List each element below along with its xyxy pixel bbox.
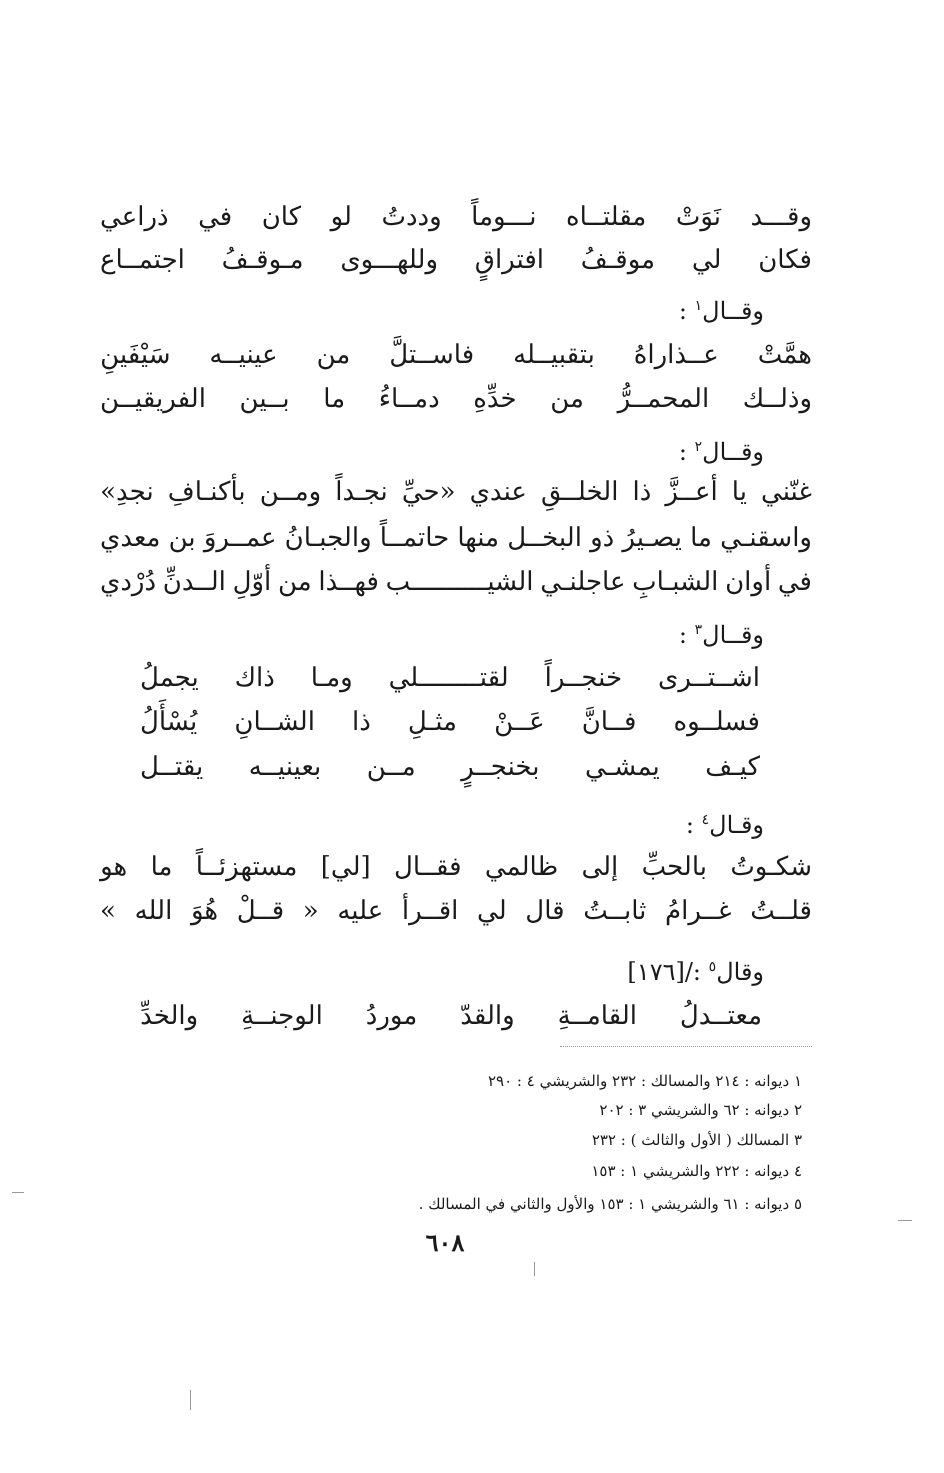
verse-word: يُسْأَلُ <box>140 707 198 737</box>
verse-word: ذاك <box>234 663 275 693</box>
verse-line <box>100 335 812 375</box>
poem-intro: وقــال$^٣$ : <box>678 621 764 649</box>
verse-word: كان <box>261 202 302 232</box>
verse-line <box>140 747 760 787</box>
footnote-ref: ١ <box>694 298 703 314</box>
footnote-line: ٤ ديوانه : ٢٢٢ والشريشي ١ : ١٥٣ <box>591 1162 802 1180</box>
intro-word: وقــال <box>702 297 764 325</box>
verse-word: عــذاراهُ <box>633 340 719 370</box>
verse-word: أوان <box>725 567 772 597</box>
verse-word: نـــوماً <box>471 202 537 232</box>
verse-word: حاتمــاً <box>379 523 450 553</box>
verse-word: ظالمي <box>484 852 559 882</box>
verse-word: الــدنِّ <box>162 567 226 597</box>
verse-word: بتقبيــله <box>513 340 595 370</box>
verse-word: عَــنْ <box>494 707 545 737</box>
verse-word: والقدّ <box>460 1001 515 1031</box>
scan-mark <box>898 1220 912 1221</box>
intro-word: وقال <box>716 958 764 986</box>
verse-word: ما <box>323 384 346 414</box>
verse-word: لي <box>691 245 722 275</box>
verse-word: من <box>316 340 351 370</box>
verse-word: يصـيرُ <box>622 523 682 553</box>
verse-word: ومــن <box>259 477 322 507</box>
verse-word: اجتمــاع <box>100 245 185 275</box>
verse-word: عندي <box>469 477 527 507</box>
verse-word: من <box>277 567 312 597</box>
verse-word: ومـا <box>310 663 353 693</box>
verse-word: « <box>302 896 319 926</box>
verse-word: دُرْدي <box>100 567 157 597</box>
verse-word: وقـــد <box>750 202 812 232</box>
verse-word: الشــانِ <box>234 707 315 737</box>
verse-word: بن <box>168 523 196 553</box>
scan-mark <box>534 1262 535 1276</box>
verse-word: قال <box>525 896 565 926</box>
verse-word: والجبـانُ <box>284 523 372 553</box>
verse-word: همَّتْ <box>757 340 812 370</box>
verse-word: وللهـــوى <box>340 245 439 275</box>
verse-line <box>100 518 812 558</box>
verse-line <box>140 996 762 1036</box>
verse-word: المحمــرُّ <box>617 384 710 414</box>
verse-word: الشيــــــــــب <box>385 567 534 597</box>
verse-word: الشبـابِ <box>632 567 719 597</box>
verse-word: عليه <box>337 896 384 926</box>
footnote-divider <box>560 1046 812 1047</box>
verse-word: واسقنـي <box>720 523 812 553</box>
verse-word: ما <box>690 523 712 553</box>
verse-word: مـوقـفُ <box>221 245 304 275</box>
verse-word: معتــدلُ <box>679 1001 762 1031</box>
verse-word: » <box>100 896 116 926</box>
footnote-ref: ٣ <box>694 622 703 638</box>
footnote-ref: ٥ <box>708 959 717 975</box>
verse-word: الفريقيــن <box>100 384 206 414</box>
verse-word: ذا <box>632 477 652 507</box>
verse-word: موردُ <box>365 1001 418 1031</box>
verse-word: منها <box>457 523 500 553</box>
verse-word: بأكنـافِ <box>167 477 246 507</box>
verse-word: مستهزئــاً <box>195 852 298 882</box>
verse-word: بعينيــه <box>248 752 322 782</box>
intro-word: وقــال <box>702 621 764 649</box>
verse-word: فقــال <box>393 852 462 882</box>
verse-word: [لي] <box>320 852 371 882</box>
verse-line <box>100 472 812 512</box>
verse-line <box>100 562 812 602</box>
verse-word: لي <box>477 896 507 926</box>
verse-word: مــن <box>366 752 416 782</box>
verse-word: هُوَ <box>190 896 219 926</box>
verse-word: شكـوتُ <box>730 852 812 882</box>
verse-word: غــرامُ <box>665 896 732 926</box>
verse-line <box>100 240 812 280</box>
verse-word: يمشـي <box>584 752 660 782</box>
verse-word: لو <box>330 202 352 232</box>
verse-word: إلى <box>581 852 619 882</box>
verse-word: ذراعي <box>100 202 169 232</box>
verse-word: خنجــراً <box>544 663 623 693</box>
verse-word: الوجنــةِ <box>241 1001 323 1031</box>
poem-intro: وقـال$^٤$ : <box>685 811 764 839</box>
verse-word: الله <box>134 896 173 926</box>
verse-line <box>100 891 812 931</box>
verse-word: والخدِّ <box>140 1001 199 1031</box>
verse-word: وددتُ <box>381 202 442 232</box>
scan-mark <box>190 1390 191 1410</box>
verse-word: ثابــتُ <box>583 896 647 926</box>
verse-word: ذا <box>352 707 371 737</box>
verse-word: افتراقٍ <box>474 245 545 275</box>
verse-word: عمــروَ <box>203 523 277 553</box>
page-number: ٦٠٨ <box>425 1228 465 1257</box>
verse-line <box>100 847 812 887</box>
verse-word: أوّلِ <box>232 567 272 597</box>
verse-word: نَوَتْ <box>675 202 722 232</box>
footnote-line: ٥ ديوانه : ٦١ والشريشي ١ : ١٥٣ والأول والثاني في المسالك . <box>418 1195 802 1213</box>
verse-word: ذو <box>590 523 615 553</box>
verse-word: يقتــل <box>140 752 204 782</box>
verse-word: ما <box>150 852 173 882</box>
scan-mark <box>12 1192 24 1193</box>
verse-word: فــانَّ <box>581 707 637 737</box>
verse-line <box>100 379 812 419</box>
verse-word: سَيْفَينِ <box>100 340 171 370</box>
verse-word: يا <box>731 477 747 507</box>
verse-word: فكان <box>758 245 812 275</box>
footnote-line: ٢ ديوانه : ٦٢ والشريشي ٣ : ٢٠٢ <box>599 1101 802 1119</box>
verse-line <box>140 658 760 698</box>
verse-word: فسلــوه <box>673 707 760 737</box>
verse-word: هو <box>100 852 128 882</box>
intro-word: وقـال <box>709 811 764 839</box>
verse-word: يجملُ <box>140 663 199 693</box>
verse-word: خدِّهِ <box>473 384 517 414</box>
verse-word: البخــل <box>507 523 582 553</box>
verse-word: عينيــه <box>209 340 278 370</box>
intro-word: وقــال <box>702 438 764 466</box>
footnote-line: ١ ديوانه : ٢١٤ والمسالك : ٢٣٢ والشريشي ٤ : ٢٩٠ <box>487 1072 802 1090</box>
verse-word: في <box>777 567 812 597</box>
verse-word: غنّني <box>761 477 812 507</box>
verse-line <box>140 702 760 742</box>
poem-intro: وقــال$^٢$ : <box>678 438 764 466</box>
verse-word: قلــتُ <box>750 896 812 926</box>
verse-word: موقـفُ <box>580 245 656 275</box>
verse-word: الخلــقِ <box>541 477 619 507</box>
verse-word: مثـلِ <box>407 707 457 737</box>
verse-word: معدي <box>100 523 161 553</box>
verse-word: نجـداً <box>335 477 388 507</box>
verse-word: نجدِ» <box>100 477 154 507</box>
verse-word: لقتــــــــلي <box>388 663 509 693</box>
footnote-ref: ٢ <box>694 439 703 455</box>
verse-word: بــين <box>239 384 290 414</box>
verse-word: من <box>550 384 584 414</box>
verse-word: مقلتــاه <box>566 202 647 232</box>
verse-word: «حيِّ <box>401 477 456 507</box>
footnote-ref: ٤ <box>701 812 710 828</box>
verse-word: فاســتلَّ <box>389 340 475 370</box>
folio-marker: :/[١٧٦] <box>627 958 702 986</box>
verse-word: اقــرأ <box>401 896 459 926</box>
verse-word: كيـف <box>705 752 760 782</box>
verse-word: أعــزَّ <box>665 477 718 507</box>
verse-line <box>100 197 812 237</box>
footnote-line: ٣ المسالك ( الأول والثالث ) : ٢٣٢ <box>591 1131 802 1149</box>
verse-word: قــلْ <box>236 896 285 926</box>
verse-word: بالحبِّ <box>641 852 708 882</box>
verse-word: القامــةِ <box>557 1001 637 1031</box>
verse-word: عاجلنـي <box>540 567 626 597</box>
verse-word: وذلــك <box>742 384 812 414</box>
verse-word: بخنجــرٍ <box>461 752 540 782</box>
verse-word: اشــتــرى <box>657 663 760 693</box>
poem-intro: وقــال$^١$ : <box>678 297 764 325</box>
verse-word: فهــذا <box>318 567 379 597</box>
verse-word: دمــاءُ <box>378 384 440 414</box>
poem-intro <box>627 949 764 990</box>
verse-word: في <box>198 202 233 232</box>
